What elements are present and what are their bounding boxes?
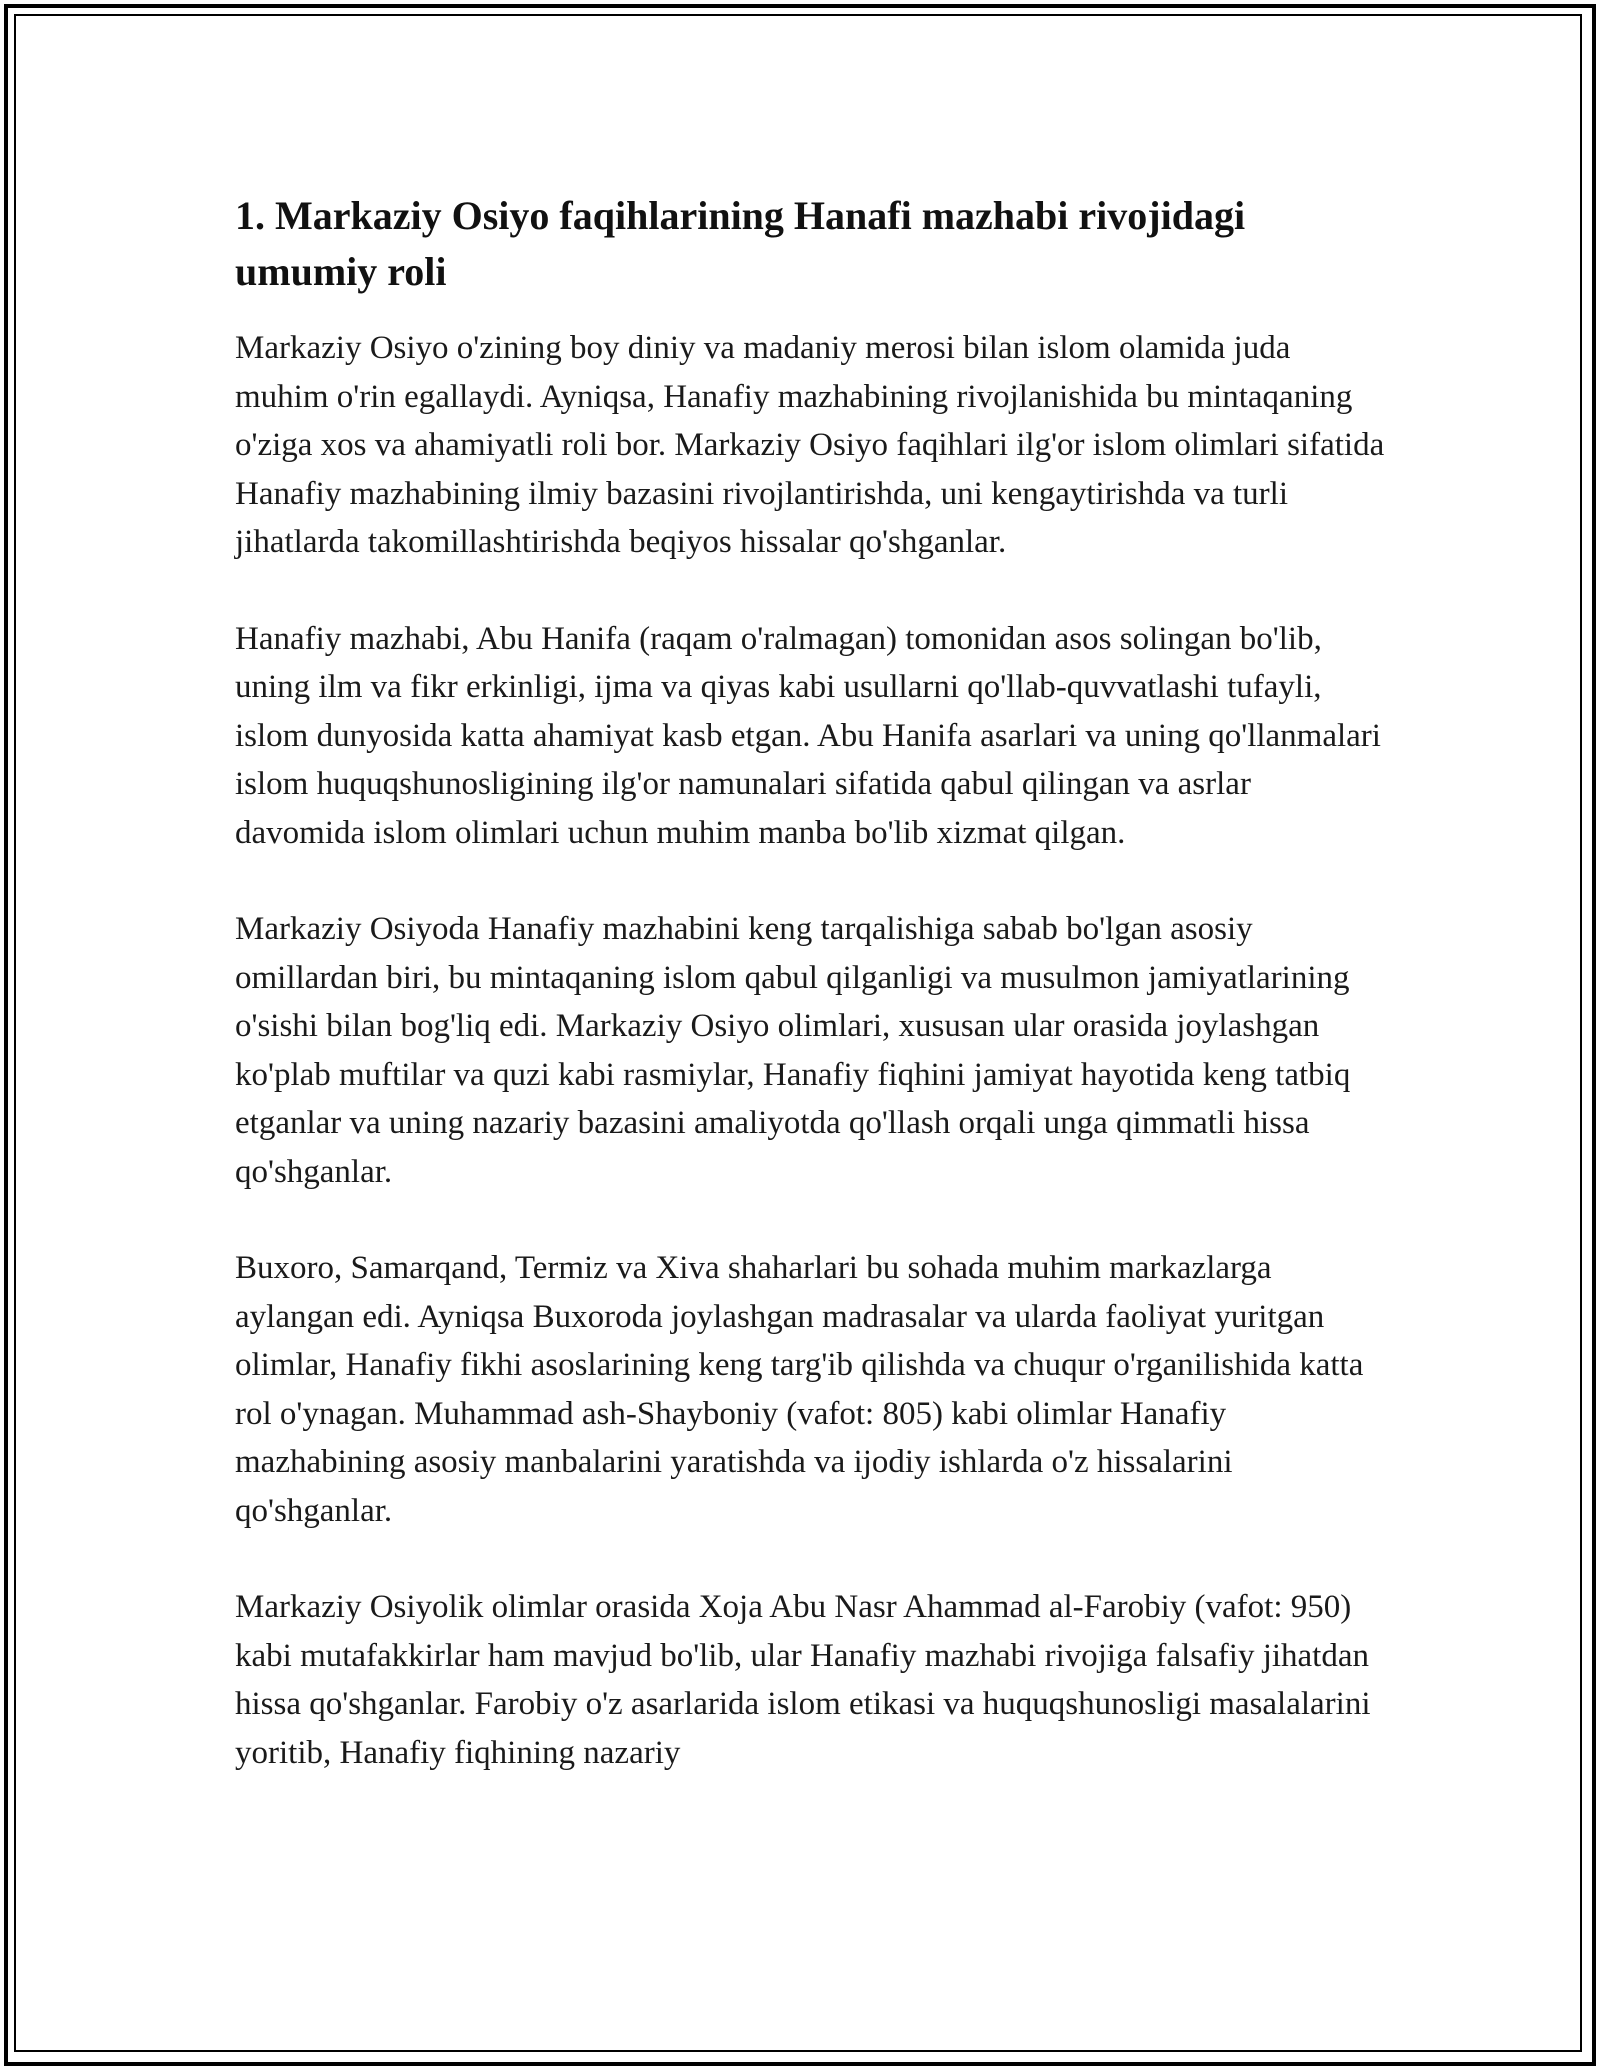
paragraph-5: Markaziy Osiyolik olimlar orasida Xoja Abu Nasr Ahammad al-Farobiy (vafot: 950) kabi mutafakkirlar ham mavjud bo'lib, ular Hanafiy mazhabi rivojiga falsafiy jihatdan hissa qo'shganlar. Farobiy o'z asarlarida islom etikasi va huquqshunosligi masalalarini yoritib, Hanafiy fiqhining nazariy bbox=[235, 1589, 1371, 1771]
paragraph-4: Buxoro, Samarqand, Termiz va Xiva shaharlari bu sohada muhim markazlarga aylangan edi. Ayniqsa Buxoroda joylashgan madrasalar va ularda faoliyat yuritgan olimlar, Hanafiy fikhi asoslarining keng targ'ib qilishda va chuqur o'rganilishida katta rol o'ynagan. Muhammad ash-Shayboniy (vafot: 805) kabi olimlar Hanafiy mazhabining asosiy manbalarini yaratishda va ijodiy ishlarda o'z hissalarini qo'shganlar. bbox=[235, 1250, 1364, 1529]
section-heading: 1. Markaziy Osiyo faqihlarining Hanafi mazhabi rivojidagi umumiy roli bbox=[235, 193, 1246, 294]
document-body bbox=[235, 188, 1385, 1825]
paragraph-2: Hanafiy mazhabi, Abu Hanifa (raqam o'ralmagan) tomonidan asos solingan bo'lib, uning ilm va fikr erkinligi, ijma va qiyas kabi usullarni qo'llab-quvvatlashi tufayli, islom dunyosida katta ahamiyat kasb etgan. Abu Hanifa asarlari va uning qo'llanmalari islom huquqshunosligining ilg'or namunalari sifatida qabul qilingan va asrlar davomida islom olimlari uchun muhim manba bo'lib xizmat qilgan. bbox=[235, 620, 1381, 851]
paragraph-3: Markaziy Osiyoda Hanafiy mazhabini keng tarqalishiga sabab bo'lgan asosiy omillardan biri, bu mintaqaning islom qabul qilganligi va musulmon jamiyatlarining o'sishi bilan bog'liq edi. Markaziy Osiyo olimlari, xususan ular orasida joylashgan ko'plab muftilar va quzi kabi rasmiylar, Hanafiy fiqhini jamiyat hayotida keng tatbiq etganlar va uning nazariy bazasini amaliyotda qo'llash orqali unga qimmatli hissa qo'shganlar. bbox=[235, 911, 1351, 1190]
paragraph-1: Markaziy Osiyo o'zining boy diniy va madaniy merosi bilan islom olamida juda muhim o'rin egallaydi. Ayniqsa, Hanafiy mazhabining rivojlanishida bu mintaqaning o'ziga xos va ahamiyatli roli bor. Markaziy Osiyo faqihlari ilg'or islom olimlari sifatida Hanafiy mazhabining ilmiy bazasini rivojlantirishda, uni kengaytirishda va turli jihatlarda takomillashtirishda beqiyos hissalar qo'shganlar. bbox=[235, 330, 1385, 560]
